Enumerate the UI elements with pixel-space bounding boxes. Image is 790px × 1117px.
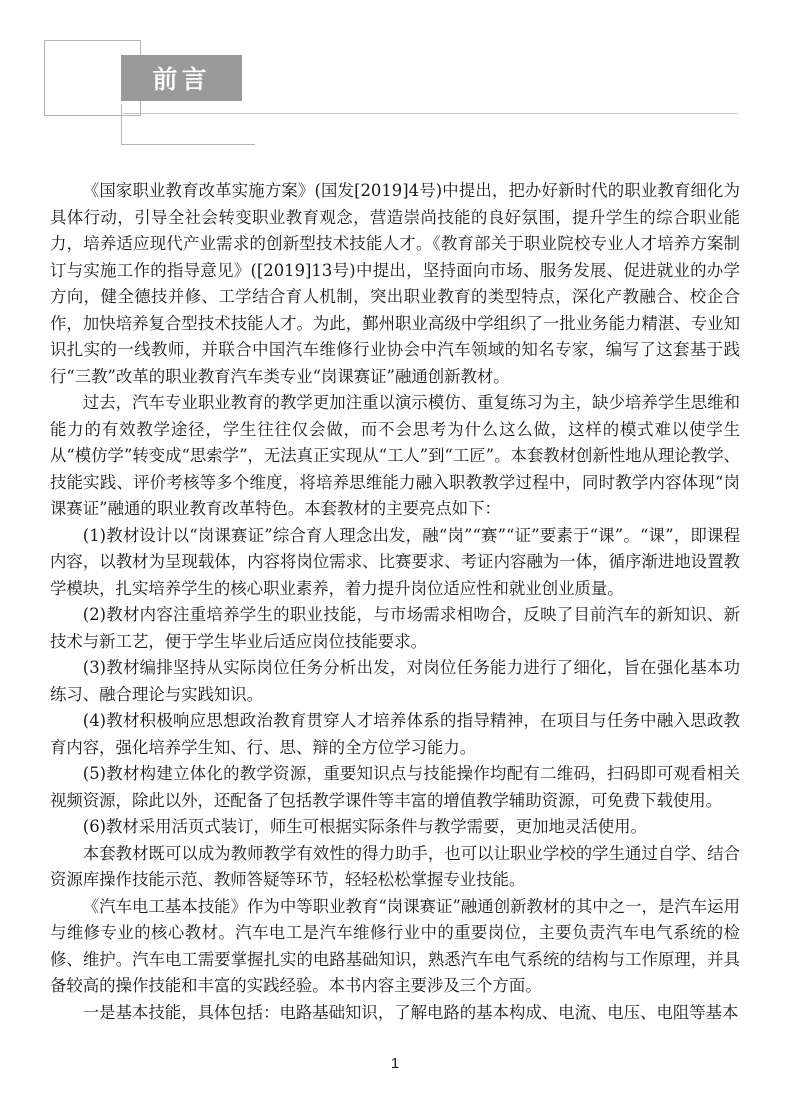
- header-rule: [121, 113, 738, 114]
- body-text: [50, 178, 740, 1026]
- list-item: (5)教材构建立体化的教学资源，重要知识点与技能操作均配有二维码，扫码即可观看相关视频资源，除此以外，还配备了包括教学课件等丰富的增值教学辅助资源，可免费下载使用。: [50, 764, 740, 810]
- paragraph: 《国家职业教育改革实施方案》(国发[2019]4号)中提出，把办好新时代的职业教育细化为具体行动，引导全社会转变职业教育观念，营造崇尚技能的良好氛围，提升学生的综合职业能力，培养适应现代产业需求的创新型技术技能人才。《教育部关于职业院校专业人才培养方案制订与实施工作的指导意见》([2019]13号)中提出，坚持面向市场、服务发展、促进就业的办学方向，健全德技并修、工学结合育人机制，突出职业教育的类型特点，深化产教融合、校企合作，加快培养复合型技术技能人才。为此，鄞州职业高级中学组织了一批业务能力精湛、专业知识扎实的一线教师，并联合中国汽车维修行业协会中汽车领域的知名专家，编写了这套基于践行“三教”改革的职业教育汽车类专业“岗课赛证”融通创新教材。: [50, 181, 740, 386]
- list-item: (6)教材采用活页式装订，师生可根据实际条件与教学需要，更加地灵活使用。: [82, 817, 647, 836]
- paragraph: 《汽车电工基本技能》作为中等职业教育“岗课赛证”融通创新教材的其中之一，是汽车运用与维修专业的核心教材。汽车电工是汽车维修行业中的重要岗位，主要负责汽车电气系统的检修、维护。汽车电工需要掌握扎实的电路基础知识，熟悉汽车电气系统的结构与工作原理，并具备较高的操作技能和丰富的实践经验。本书内容主要涉及三个方面。: [50, 896, 740, 995]
- list-item: (4)教材积极响应思想政治教育贯穿人才培养体系的指导精神，在项目与任务中融入思政教育内容，强化培养学生知、行、思、辩的全方位学习能力。: [50, 711, 740, 757]
- paragraph: 一是基本技能，具体包括：电路基础知识，了解电路的基本构成、电流、电压、电阻等基本: [82, 1002, 739, 1022]
- paragraph: 过去，汽车专业职业教育的教学更加注重以演示模仿、重复练习为主，缺少培养学生思维和能力的有效教学途径，学生往往仅会做，而不会思考为什么这么做，这样的模式难以使学生从“模仿学”转变成“思索学”，无法真正实现从“工人”到“工匠”。本套教材创新性地从理论教学、技能实践、评价考核等多个维度，将培养思维能力融入职教教学过程中，同时教学内容体现“岗课赛证”融通的职业教育改革特色。本套教材的主要亮点如下：: [50, 393, 740, 518]
- page-number: 1: [390, 1055, 400, 1072]
- title-frame-inner-vertical: [121, 104, 122, 144]
- list-item: (3)教材编排坚持从实际岗位任务分析出发，对岗位任务能力进行了细化，旨在强化基本功练习、融合理论与实践知识。: [50, 658, 740, 704]
- list-item: (2)教材内容注重培养学生的职业技能，与市场需求相吻合，反映了目前汽车的新知识、新技术与新工艺，便于学生毕业后适应岗位技能要求。: [50, 605, 740, 651]
- page-title: 前言: [152, 65, 211, 94]
- title-frame-inner-horizontal: [121, 144, 255, 145]
- paragraph: 本套教材既可以成为教师教学有效性的得力助手，也可以让职业学校的学生通过自学、结合资源库操作技能示范、教师答疑等环节，轻轻松松掌握专业技能。: [50, 843, 740, 889]
- list-item: (1)教材设计以“岗课赛证”综合育人理念出发，融“岗”“赛”“证”要素于“课”。“课”，即课程内容，以教材为呈现载体，内容将岗位需求、比赛要求、考证内容融为一体，循序渐进地设置教学模块，扎实培养学生的核心职业素养，着力提升岗位适应性和就业创业质量。: [50, 525, 740, 598]
- title-box: [121, 55, 242, 101]
